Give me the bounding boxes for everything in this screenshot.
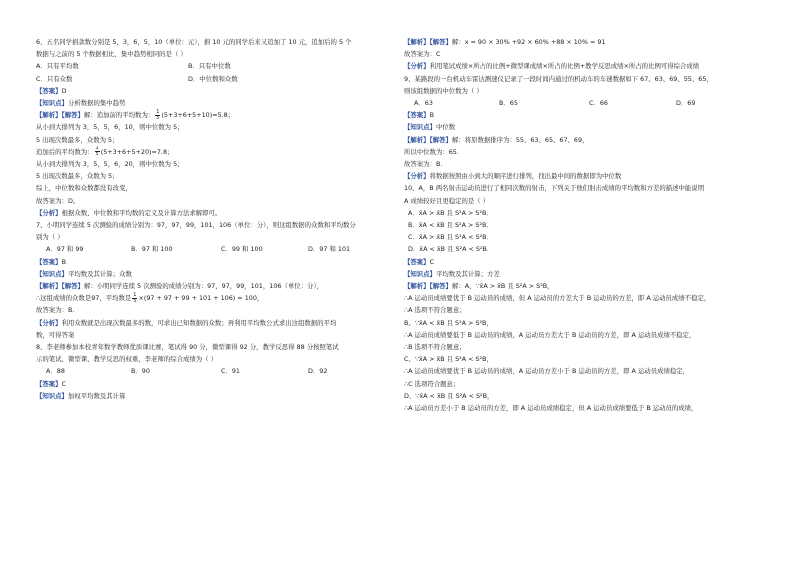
q9-knowledge (404, 121, 762, 133)
fenxi-tag: 【分析】 (36, 318, 62, 327)
q10-b3: ∴B 选项不符合题意； (404, 343, 466, 352)
q6-s1-pre: 解：追加前的平均数为： (83, 111, 155, 120)
q6-s7: 综上，中位数和众数都没有改变， (36, 184, 132, 193)
q7-analysis-line1 (36, 280, 394, 292)
fenxi-tag: 【分析】 (404, 62, 430, 71)
q8-knowledge (36, 390, 394, 402)
q7-stem-line1: 7、小明同学连续 5 次测验的成绩分别为：97，97，99，101，106（单位：分），则这组数据的众数和平均数分 (36, 221, 356, 230)
fraction-denominator: 5 (156, 114, 160, 121)
q6-s5: 从小到大排列为 3，5，5，6，20，则中位数为 5； (36, 160, 184, 169)
q8-option-b: B．90 (131, 367, 150, 376)
q6-analysis-line1 (36, 109, 394, 121)
q6-s3: 5 出现次数最多，众数为 5； (36, 135, 119, 144)
q7-option-b: B．97 和 100 (131, 245, 173, 254)
q7-fenxi-line2: 数，可得答案 (36, 330, 75, 339)
q7-fenxi-line1 (36, 317, 394, 329)
q6-s1-post: (5+3+6+5+10)=5.8； (161, 111, 235, 120)
q8-option-c: C．91 (221, 367, 240, 376)
q10-a3: ∴A 选项不符合题意； (404, 306, 466, 315)
q7-option-c: C．99 和 100 (221, 245, 263, 254)
q8-option-a: A．88 (46, 367, 65, 376)
q10-option-c: C．x̄A > x̄B 且 S²A < S²B． (408, 233, 493, 242)
q8-s2: 故答案为：C (404, 50, 441, 59)
q7-s2-post: ×(97 + 97 + 99 + 101 + 106) = 100， (138, 294, 264, 303)
q9-options (404, 97, 762, 109)
q7-knowledge (36, 268, 394, 280)
q7-knowledge-text: 平均数及其计算；众数 (67, 269, 132, 278)
q8-options (36, 365, 394, 377)
q6-s6: 5 出现次数最多，众数为 5； (36, 172, 119, 181)
q10-c1: C、∵x̄A > x̄B 且 S²A < S²B， (404, 355, 493, 364)
fraction (95, 146, 100, 157)
fraction-denominator: 5 (133, 297, 137, 304)
q10-c2: ∴A 运动员成绩要优于 B 运动员的成绩，A 运动员方差小于 B 运动员的方差，即 A 运动员成绩稳定， (404, 367, 690, 376)
q6-option-b: B．只有中位数 (188, 62, 231, 71)
q7-option-a: A．97 和 99 (46, 245, 84, 254)
q6-answer (36, 85, 394, 97)
q6-stem-line1: 6、五名同学捐款数分别是 5，3，6，5，10（单位：元），捐 10 元的同学后来又追加了 10 元，追加后的 5 个 (36, 38, 352, 46)
knowledge-tag: 【知识点】 (36, 269, 68, 278)
q8-fenxi-text: 利用笔试成绩×所占的比例+微型课成绩×所占的比例+教学反思成绩×所占的比例可得综合成绩 (429, 62, 700, 71)
q9-stem-line2: 则该组数据的中位数为（ ） (404, 86, 483, 95)
q6-answer-value: D (61, 86, 67, 95)
analysis-tag: 【解析】【解答】 (36, 282, 84, 291)
fraction (132, 293, 137, 304)
answer-tag: 【答案】 (404, 257, 430, 266)
q9-knowledge-text: 中位数 (435, 123, 456, 132)
q10-answer (404, 256, 762, 268)
q10-option-b: B．x̄A < x̄B 且 S²A > S²B． (408, 221, 493, 230)
q7-answer-value: B (61, 257, 66, 266)
q7-s1: 解：小明同学连续 5 次测验的成绩分别为：97，97，99，101，106（单位：分）， (83, 282, 323, 291)
analysis-tag: 【解析】【解答】 (404, 282, 452, 291)
knowledge-tag: 【知识点】 (404, 123, 436, 132)
analysis-tag: 【解析】【解答】 (36, 111, 84, 120)
q7-stem-line2: 别为（ ） (36, 233, 64, 242)
q6-s4-post: (5+3+6+5+20)=7.8； (100, 147, 174, 156)
q6-option-a: A．只有平均数 (36, 62, 79, 71)
q7-s3: 故答案为：B. (36, 306, 75, 315)
fraction (155, 110, 160, 121)
q7-answer (36, 256, 394, 268)
knowledge-tag: 【知识点】 (36, 391, 68, 400)
q10-knowledge (404, 268, 762, 280)
q10-answer-value: C (429, 257, 435, 266)
q10-a2: ∴A 运动员成绩要优于 B 运动员的成绩，但 A 运动员的方差大于 B 运动员的方差，即 A 运动员成绩不稳定， (404, 294, 711, 303)
q8-stem-line2: 示的笔试、微型课、教学反思的权重，李老师的综合成绩为（ ） (36, 355, 217, 364)
q6-option-d: D．中位数和众数 (188, 74, 238, 83)
q9-fenxi-text: 将数据按照由小到大的顺序进行排列，找出最中间的数据即为中位数 (429, 172, 622, 181)
fraction-numerator: 1 (95, 145, 99, 152)
q8-s1: 解：x = 90 × 30% +92 × 60% +88 × 10% = 91 (451, 38, 606, 46)
q8-option-d: D．92 (308, 367, 328, 376)
q9-fenxi (404, 170, 762, 182)
analysis-tag: 【解析】【解答】 (404, 38, 452, 46)
q8-fenxi (404, 60, 762, 72)
q10-a1: 解：A、∵x̄A > x̄B 且 S²A > S²B， (451, 282, 554, 291)
fraction-numerator: 1 (133, 292, 137, 298)
fenxi-tag: 【分析】 (404, 172, 430, 181)
q10-stem-line2: A 成绩较好且更稳定的是（ ） (404, 196, 490, 205)
q6-fenxi-text: 根据众数、中位数和平均数的定义及计算方法求解即可。 (61, 208, 222, 217)
q8-answer (36, 378, 394, 390)
q10-analysis (404, 280, 762, 292)
q9-stem-line1: 9、某路段的一台机动车雷达测速仪记录了一段时间内通过的机动车的车速数据如下 67、63、69、55、65， (404, 74, 713, 83)
q6-s8: 故答案为：D。 (36, 196, 80, 205)
knowledge-tag: 【知识点】 (36, 99, 68, 108)
q9-answer (404, 109, 762, 121)
q10-option-a: A．x̄A > x̄B 且 S²A > S²B． (408, 208, 493, 217)
q8-knowledge-text: 加权平均数及其计算 (67, 391, 126, 400)
q10-d1: D、∵x̄A < x̄B 且 S²A < S²B， (404, 391, 494, 400)
q10-option-d: D．x̄A < x̄B 且 S²A < S²B． (408, 245, 494, 254)
q7-option-d: D．97 和 101 (308, 245, 351, 254)
q6-s2: 从小到大排列为 3，5，5，6，10，则中位数为 5； (36, 123, 184, 132)
left-column (36, 36, 394, 402)
q10-b1: B、∵x̄A < x̄B 且 S²A > S²B， (404, 318, 493, 327)
q7-options (36, 243, 394, 255)
answer-tag: 【答案】 (404, 111, 430, 120)
q6-knowledge (36, 97, 394, 109)
knowledge-tag: 【知识点】 (404, 269, 436, 278)
q6-s4-pre: 追加后的平均数为： (36, 147, 94, 156)
q6-s4 (36, 146, 394, 158)
q7-fenxi-text1: 利用众数就是出现次数最多的数，可求出已知数据的众数；再利用平均数公式求出这组数据的平均 (61, 318, 337, 327)
q9-option-a: A．63 (414, 99, 433, 108)
q9-answer-value: B (429, 111, 434, 120)
q10-c3: ∴C 选项符合题意； (404, 379, 460, 388)
q8-analysis (404, 36, 762, 48)
q9-s2: 所以中位数为：65. (404, 147, 459, 156)
q9-option-c: C．66 (589, 99, 608, 108)
q6-stem-line2: 数据与之前的 5 个数据相比，集中趋势相同的是（ ） (36, 50, 187, 59)
q6-knowledge-text: 分析数据的集中趋势 (67, 99, 126, 108)
q9-s1: 解：将原数据排序为：55、63、65、67、69， (451, 135, 589, 144)
answer-tag: 【答案】 (36, 257, 62, 266)
q6-options-row1 (36, 60, 394, 72)
q9-s3: 故答案为：B. (404, 160, 443, 169)
q9-option-d: D．69 (676, 99, 696, 108)
q6-analysis-summary (36, 207, 394, 219)
q7-s2 (36, 292, 394, 304)
analysis-tag: 【解析】【解答】 (404, 135, 452, 144)
fraction-denominator: 5 (95, 151, 99, 158)
q6-option-c: C．只有众数 (36, 74, 73, 83)
q10-d2: ∴A 运动员方差小于 B 运动员的方差，即 A 运动员成绩稳定，但 A 运动员成绩要低于 B 运动员的成绩， (404, 404, 698, 413)
answer-tag: 【答案】 (36, 379, 62, 388)
q9-option-b: B．65 (499, 99, 518, 108)
fraction-numerator: 1 (156, 109, 160, 115)
q10-knowledge-text: 平均数及其计算；方差 (435, 269, 500, 278)
q8-answer-value: C (61, 379, 67, 388)
q7-s2-pre: ∴这组成绩的众数是97，平均数是 (36, 294, 132, 303)
q8-stem-line1: 8、李老师参加本校青年数学教师优质课比赛，笔试得 90 分，微型课得 92 分，教学反思得 88 分按照笔试 (36, 343, 339, 352)
fenxi-tag: 【分析】 (36, 208, 62, 217)
answer-tag: 【答案】 (36, 86, 62, 95)
q10-b2: ∴A 运动员成绩要低于 B 运动员的成绩，A 运动员方差大于 B 运动员的方差，即 A 运动员成绩不稳定， (404, 330, 696, 339)
q9-analysis (404, 134, 762, 146)
q10-stem-line1: 10、A，B 两名射击运动员进行了相同次数的射击，下列关于他们射击成绩的平均数和方差的描述中能说明 (404, 184, 705, 193)
right-column (404, 36, 762, 414)
q6-options-row2 (36, 73, 394, 85)
